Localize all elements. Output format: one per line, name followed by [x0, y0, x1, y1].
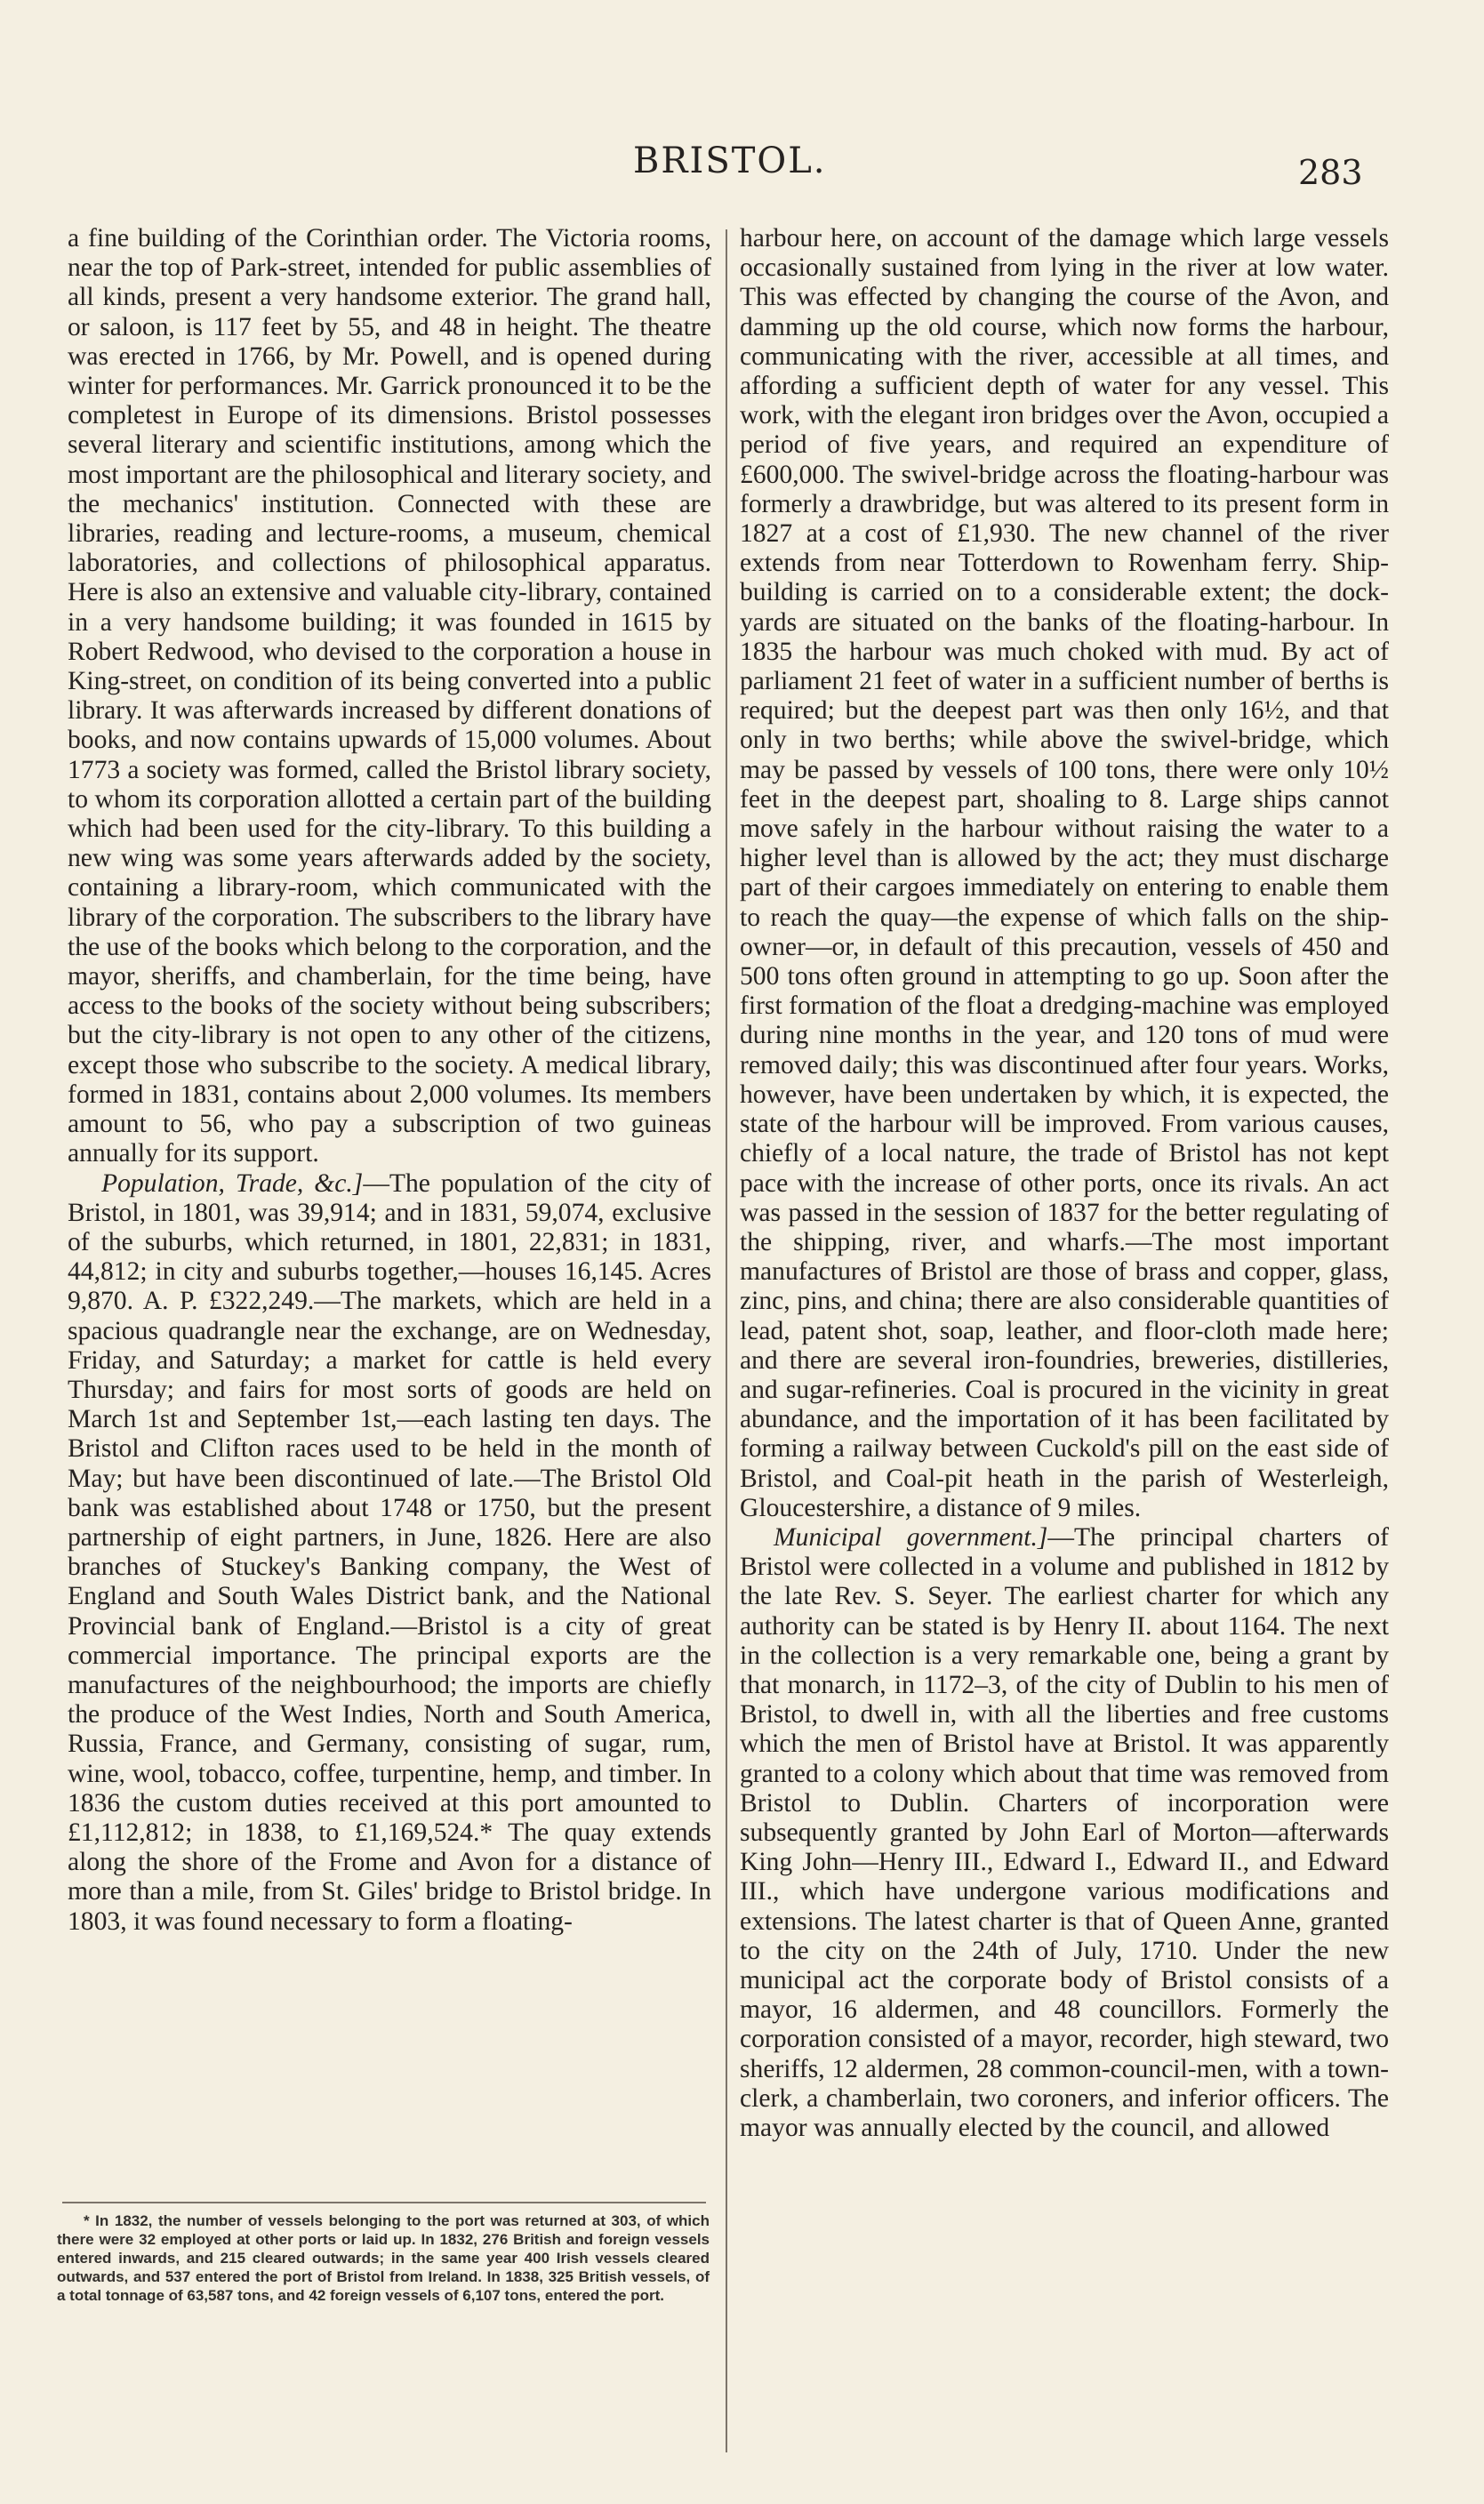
paragraph-municipal-body: —The principal charters of Bristol were collected in a volume and published in 1812 by the late Rev. S. Seyer. The earliest charter for which any authority can be stated is by Henry II. about 1164. The next in the collection is a very remarkable one, being a grant by that monarch, in 1172–3, of the city of Dublin to his men of Bristol, to dwell in, with all the liberties and free customs which the men of Bristol have at Bristol. It was apparently granted to a colony which about that time was removed from Bristol to Dublin. Charters of incorporation were subsequently granted by John Earl of Morton—afterwards King John—Henry III., Edward I., Edward II., and Edward III., which have undergone various modifications and extensions. The latest charter is that of Queen Anne, granted to the city on the 24th of July, 1710. Under the new municipal act the corporate body of Bristol consists of a mayor, 16 aldermen, and 48 councillors. Formerly the corporation consisted of a mayor, recorder, high steward, two sheriffs, 12 aldermen, 28 common-council-men, with a town-clerk, a chamberlain, two coroners, and inferior officers. The mayor was annually elected by the council, and allowed	[740, 1522, 1389, 2142]
running-head: BRISTOL.	[633, 140, 827, 181]
paragraph-population-trade	[68, 1169, 711, 1937]
paragraph-municipal	[740, 1523, 1389, 2143]
paragraph-harbour: harbour here, on account of the damage which large vessels occasionally sustained from lying in the river at low water. This was effected by changing the course of the Avon, and damming up the old course, which now forms the harbour, communicating with the river, accessible at all times, and affording a sufficient depth of water for any vessel. This work, with the elegant iron bridges over the Avon, occupied a period of five years, and required an expenditure of £600,000. The swivel-bridge across the floating-harbour was formerly a drawbridge, but was altered to its present form in 1827 at a cost of £1,930. The new channel of the river extends from near Totterdown to Rowenham ferry. Ship-building is carried on to a considerable extent; the dock-yards are situated on the banks of the floating-harbour. In 1835 the harbour was much choked with mud. By act of parliament 21 feet of water in a sufficient number of berths is required; but the deepest part was then only 16½, and that only in two berths; while above the swivel-bridge, which may be passed by vessels of 100 tons, there were only 10½ feet in the deepest part, shoaling to 8. Large ships cannot move safely in the harbour without raising the water to a higher level than is allowed by the act; they must discharge part of their cargoes immediately on entering to enable them to reach the quay—the expense of which falls on the ship-owner—or, in default of this precaution, vessels of 450 and 500 tons often ground in attempting to go up. Soon after the first formation of the float a dredging-machine was employed during nine months in the year, and 120 tons of mud were removed daily; this was discontinued after four years. Works, however, have been undertaken by which, it is expected, the state of the harbour will be improved. From various causes, chiefly of a local nature, the trade of Bristol has not kept pace with the increase of other ports, once its rivals. An act was passed in the session of 1837 for the better regulating of the shipping, river, and wharfs.—The most important manufactures of Bristol are those of brass and copper, glass, zinc, pins, and china; there are also considerable quantities of lead, patent shot, soap, leather, and floor-cloth made here; and there are several iron-foundries, breweries, distilleries, and sugar-refineries. Coal is procured in the vicinity in great abundance, and the importation of it has been facilitated by forming a railway between Cuckold's pill on the east side of Bristol, and Coal-pit heath in the parish of Westerleigh, Gloucestershire, a distance of 9 miles.	[740, 224, 1389, 1522]
page-number: 283	[1298, 153, 1363, 192]
left-column	[68, 224, 711, 1937]
paragraph-population-body: —The population of the city of Bristol, in 1801, was 39,914; and in 1831, 59,074, exclusive of the suburbs, which returned, in 1801, 22,831; in 1831, 44,812; in city and suburbs together,—houses 16,145. Acres 9,870. A. P. £322,249.—The markets, which are held in a spacious quadrangle near the exchange, are on Wednesday, Friday, and Saturday; a market for cattle is held every Thursday; and fairs for most sorts of goods are held on March 1st and September 1st,—each lasting ten days. The Bristol and Clifton races used to be held in the month of May; but have been discontinued of late.—The Bristol Old bank was established about 1748 or 1750, but the present partnership of eight partners, in June, 1826. Here are also branches of Stuckey's Banking company, the West of England and South Wales District bank, and the National Provincial bank of England.—Bristol is a city of great commercial importance. The principal exports are the manufactures of the neighbourhood; the imports are chiefly the produce of the West Indies, North and South America, Russia, France, and Germany, consisting of sugar, rum, wine, wool, tobacco, coffee, turpentine, hemp, and timber. In 1836 the custom duties received at this port amounted to £1,112,812; in 1838, to £1,169,524.* The quay extends along the shore of the Frome and Avon for a distance of more than a mile, from St. Giles' bridge to Bristol bridge. In 1803, it was found necessary to form a floating-	[68, 1168, 711, 1936]
column-divider	[726, 229, 727, 2452]
section-heading-municipal: Municipal government.]	[774, 1522, 1048, 1552]
paragraph-institutions: a fine building of the Corinthian order. The Victoria rooms, near the top of Park-street, intended for public assemblies of all kinds, present a very handsome exterior. The grand hall, or saloon, is 117 feet by 55, and 48 in height. The theatre was erected in 1766, by Mr. Powell, and is opened during winter for performances. Mr. Garrick pronounced it to be the completest in Europe of its dimensions. Bristol possesses several literary and scientific institutions, among which the most important are the philosophical and literary society, and the mechanics' institution. Connected with these are libraries, reading and lecture-rooms, a museum, chemical laboratories, and collections of philosophical apparatus. Here is also an extensive and valuable city-library, contained in a very handsome building; it was founded in 1615 by Robert Redwood, who devised to the corporation a house in King-street, on condition of its being converted into a public library. It was afterwards increased by different donations of books, and now contains upwards of 15,000 volumes. About 1773 a society was formed, called the Bristol library society, to whom its corporation allotted a certain part of the building which had been used for the city-library. To this building a new wing was some years afterwards added by the society, containing a library-room, which communicated with the library of the corporation. The subscribers to the library have the use of the books which belong to the corporation, and the mayor, sheriffs, and chamberlain, for the time being, have access to the books of the society without being subscribers; but the city-library is not open to any other of the citizens, except those who subscribe to the society. A medical library, formed in 1831, contains about 2,000 volumes. Its members amount to 56, who pay a subscription of two guineas annually for its support.	[68, 224, 711, 1168]
section-heading-population: Population, Trade, &c.]	[101, 1168, 364, 1198]
footnote: * In 1832, the number of vessels belonging to the port was returned at 303, of which there were 32 employed at other ports or laid up. In 1832, 276 British and foreign vessels entered inwards, and 215 cleared outwards; in the same year 400 Irish vessels cleared outwards, and 537 entered the port of Bristol from Ireland. In 1838, 325 British vessels, of a total tonnage of 63,587 tons, and 42 foreign vessels of 6,107 tons, entered the port.	[57, 2212, 710, 2304]
right-column	[740, 224, 1389, 2143]
footnote-divider	[62, 2202, 706, 2203]
